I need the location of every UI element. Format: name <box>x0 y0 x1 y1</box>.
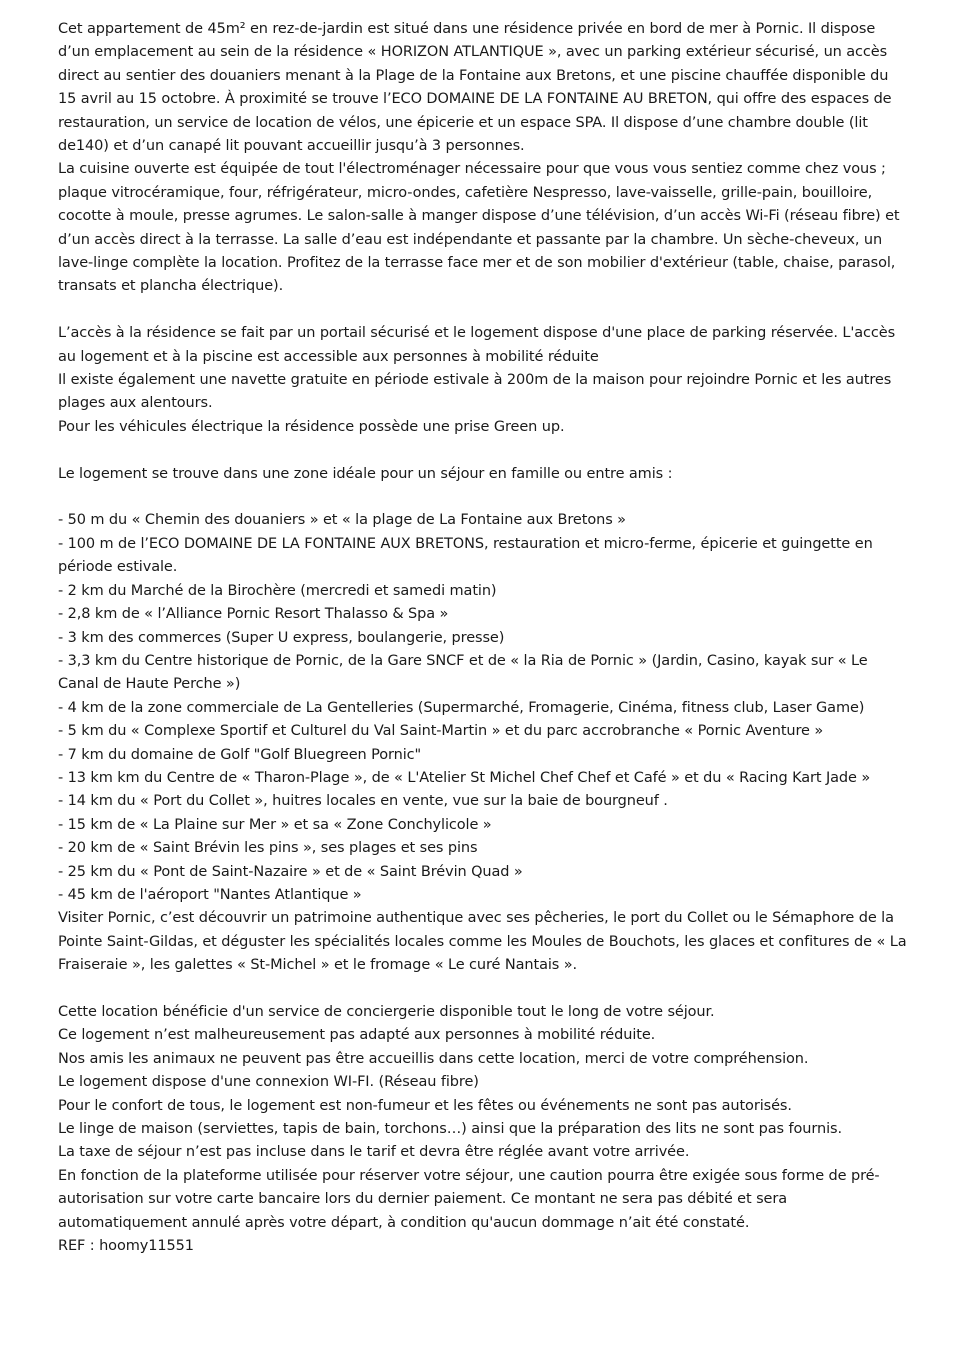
ev-charging-line: Pour les véhicules électrique la résidence possède une prise Green up. <box>58 418 565 435</box>
access-paragraph <box>58 322 908 439</box>
condition-wifi: Le logement dispose d'une connexion WI-FI. (Réseau fibre) <box>58 1074 479 1091</box>
list-item: - 3,3 km du Centre historique de Pornic, de la Gare SNCF et de « la Ria de Pornic » (Jardin, Casino, kayak sur « Le Canal de Haute Perche ») <box>58 652 868 693</box>
list-item: - 25 km du « Pont de Saint-Nazaire » et de « Saint Brévin Quad » <box>58 863 523 880</box>
list-item: - 13 km km du Centre de « Tharon-Plage », de « L'Atelier St Michel Chef Chef et Café » et du « Racing Kart Jade » <box>58 769 871 786</box>
condition-concierge: Cette location bénéficie d'un service de conciergerie disponible tout le long de votre séjour. <box>58 1004 715 1020</box>
conditions-paragraph <box>58 1001 908 1258</box>
list-item: - 50 m du « Chemin des douaniers » et « la plage de La Fontaine aux Bretons » <box>58 512 626 529</box>
list-item: - 5 km du « Complexe Sportif et Culturel du Val Saint-Martin » et du parc accrobranche « Pornic Aventure » <box>58 723 824 740</box>
condition-accessibility: Ce logement n’est malheureusement pas adapté aux personnes à mobilité réduite. <box>58 1027 656 1044</box>
list-item: - 14 km du « Port du Collet », huitres locales en vente, vue sur la baie de bourgneuf . <box>58 793 668 810</box>
list-item: - 2 km du Marché de la Birochère (mercredi et samedi matin) <box>58 582 497 599</box>
condition-pets: Nos amis les animaux ne peuvent pas être accueillis dans cette location, merci de votre compréhension. <box>58 1050 809 1067</box>
reference-number: REF : hoomy11551 <box>58 1238 194 1255</box>
list-item: - 4 km de la zone commerciale de La Gentelleries (Supermarché, Fromagerie, Cinéma, fitness club, Laser Game) <box>58 699 865 716</box>
description-paragraph <box>58 18 908 299</box>
distances-list <box>58 509 908 977</box>
condition-smoking: Pour le confort de tous, le logement est non-fumeur et les fêtes ou événements ne sont pas autorisés. <box>58 1097 792 1114</box>
list-item: - 7 km du domaine de Golf "Golf Bluegreen Pornic" <box>58 746 422 763</box>
location-intro: Le logement se trouve dans une zone idéale pour un séjour en famille ou entre amis : <box>58 465 673 482</box>
list-item: - 15 km de « La Plaine sur Mer » et sa « Zone Conchylicole » <box>58 816 492 833</box>
shuttle-line: Il existe également une navette gratuite en période estivale à 200m de la maison pour rejoindre Pornic et les autres plages aux alentours. <box>58 372 892 412</box>
apartment-overview: Cet appartement de 45m² en rez-de-jardin est situé dans une résidence privée en bord de mer à Pornic. Il dispose d’un emplacement au sein de la résidence « HORIZON ATLANTIQUE », avec un parking extérieur sécurisé, un accès direct au sentier des douaniers menant à la Plage de la Fontaine aux Bretons, et une piscine chauffée disponible du 15 avril au 15 octobre. À proximité se trouve l’ECO DOMAINE DE LA FONTAINE AU BRETON, qui offre des espaces de restauration, un service de location de vélos, une épicerie et un espace SPA. Il dispose d’une chambre double (lit de140) et d’un canapé lit pouvant accueillir jusqu’à 3 personnes. <box>58 21 892 155</box>
location-intro-paragraph <box>58 463 908 486</box>
condition-tourist-tax: La taxe de séjour n’est pas incluse dans le tarif et devra être réglée avant votre arrivée. <box>58 1144 690 1161</box>
condition-deposit: En fonction de la plateforme utilisée pour réserver votre séjour, une caution pourra être exigée sous forme de pré-autorisation sur votre carte bancaire lors du dernier paiement. Ce montant ne sera pas débité et sera automatiquement annulé après votre départ, à condition qu'aucun dommage n’ait été constaté. <box>58 1167 880 1231</box>
list-item: - 45 km de l'aéroport "Nantes Atlantique » <box>58 886 362 903</box>
list-item: - 100 m de l’ECO DOMAINE DE LA FONTAINE AUX BRETONS, restauration et micro-ferme, épicerie et guingette en période estivale. <box>58 535 873 576</box>
listing-description <box>58 18 908 1258</box>
list-item: - 3 km des commerces (Super U express, boulangerie, presse) <box>58 629 505 646</box>
access-line: L’accès à la résidence se fait par un portail sécurisé et le logement dispose d'une place de parking réservée. L'accès au logement et à la piscine est accessible aux personnes à mobilité réduite <box>58 325 896 365</box>
list-item: - 20 km de « Saint Brévin les pins », ses plages et ses pins <box>58 840 478 857</box>
visit-pornic-text: Visiter Pornic, c’est découvrir un patrimoine authentique avec ses pêcheries, le port du Collet ou le Sémaphore de la Pointe Saint-Gildas, et déguster les spécialités locales comme les Moules de Bouchots, les glaces et confitures de « La Fraiseraie », les galettes « St-Michel » et le fromage « Le curé Nantais ». <box>58 910 907 974</box>
condition-linen: Le linge de maison (serviettes, tapis de bain, torchons…) ainsi que la préparation des lits ne sont pas fournis. <box>58 1121 842 1138</box>
kitchen-equipment: La cuisine ouverte est équipée de tout l'électroménager nécessaire pour que vous vous sentiez comme chez vous ; plaque vitrocéramique, four, réfrigérateur, micro-ondes, cafetière Nespresso, lave-vaisselle, grille-pain, bouilloire, cocotte à moule, presse agrumes. Le salon-salle à manger dispose d’une télévision, d’un accès Wi-Fi (réseau fibre) et d’un accès direct à la terrasse. La salle d’eau est indépendante et passante par la chambre. Un sèche-cheveux, un lave-linge complète la location. Profitez de la terrasse face mer et de son mobilier d'extérieur (table, chaise, parasol, transats et plancha électrique). <box>58 161 900 295</box>
list-item: - 2,8 km de « l’Alliance Pornic Resort Thalasso & Spa » <box>58 606 449 623</box>
